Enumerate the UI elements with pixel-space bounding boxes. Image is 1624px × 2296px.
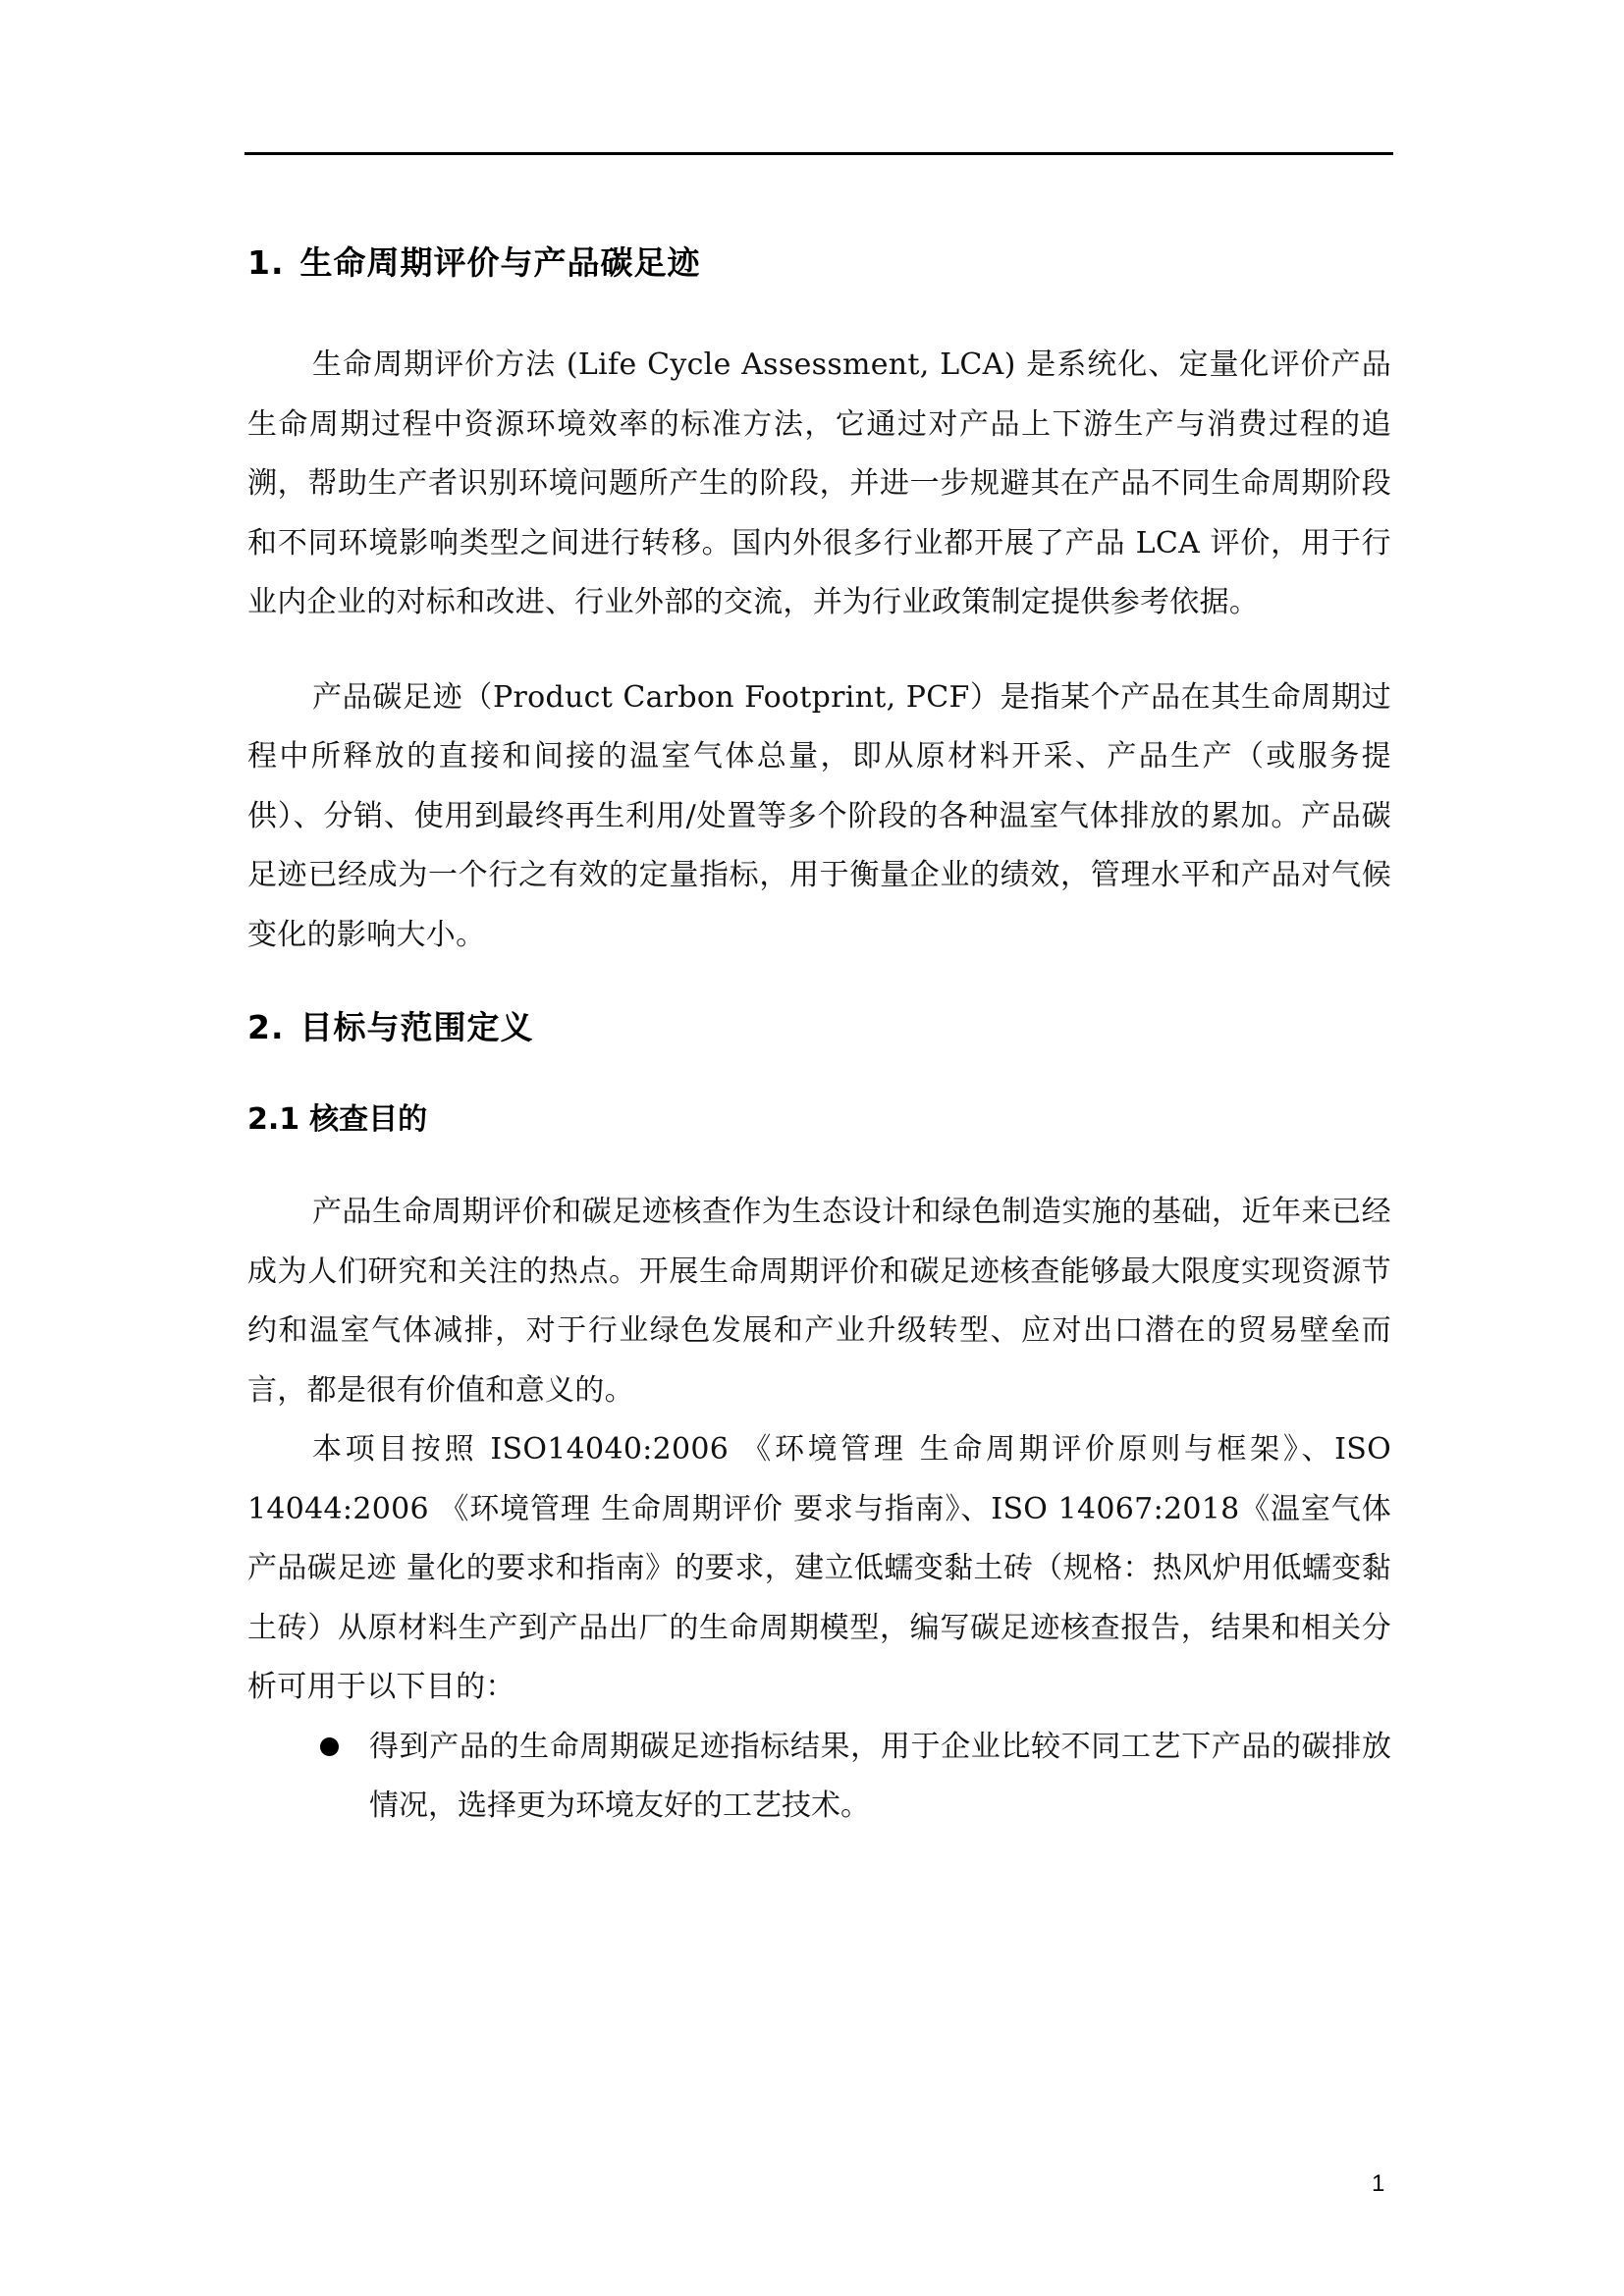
section-2-heading xyxy=(247,998,1391,1057)
document-body xyxy=(247,234,1391,1837)
section-2-1-paragraph-standards: 本项目按照 ISO14040:2006 《环境管理 生命周期评价原则与框架》、ISO 14044:2006 《环境管理 生命周期评价 要求与指南》、ISO 14067:2018《温室气体 产品碳足迹 量化的要求和指南》的要求，建立低蠕变黏土砖（规格：热风炉用低蠕变黏土砖）从原材料生产到产品出厂的生命周期模型，编写碳足迹核查报告，结果和相关分析可用于以下目的： xyxy=(247,1432,1391,1704)
section-2-1-number: 2.1 xyxy=(247,1102,300,1137)
list-item-text: 得到产品的生命周期碳足迹指标结果，用于企业比较不同工艺下产品的碳排放情况，选择更为环境友好的工艺技术。 xyxy=(369,1729,1391,1823)
section-2-1-title: 核查目的 xyxy=(309,1102,428,1137)
section-2-1-paragraph-intro: 产品生命周期评价和碳足迹核查作为生态设计和绿色制造实施的基础，近年来已经成为人们研究和关注的热点。开展生命周期评价和碳足迹核查能够最大限度实现资源节约和温室气体减排，对于行业绿色发展和产业升级转型、应对出口潜在的贸易壁垒而言，都是很有价值和意义的。 xyxy=(247,1195,1391,1408)
section-2-title: 目标与范围定义 xyxy=(299,1008,534,1046)
section-2-1-heading xyxy=(247,1091,1391,1149)
section-1-paragraph-lca: 生命周期评价方法 (Life Cycle Assessment, LCA) 是系统化、定量化评价产品生命周期过程中资源环境效率的标准方法，它通过对产品上下游生产与消费过程的追溯，帮助生产者识别环境问题所产生的阶段，并进一步规避其在产品不同生命周期阶段和不同环境影响类型之间进行转移。国内外很多行业都开展了产品 LCA 评价，用于行业内企业的对标和改进、行业外部的交流，并为行业政策制定提供参考依据。 xyxy=(247,347,1391,619)
list-item xyxy=(247,1718,1391,1837)
page-number: 1 xyxy=(1372,2170,1385,2197)
section-2-number: 2. xyxy=(247,1008,285,1046)
bullet-dot-icon xyxy=(320,1737,339,1756)
header-rule xyxy=(244,152,1393,155)
section-1-title: 生命周期评价与产品碳足迹 xyxy=(299,243,701,282)
section-1-heading xyxy=(247,234,1391,293)
section-1-number: 1. xyxy=(247,243,285,282)
section-1-paragraph-pcf: 产品碳足迹（Product Carbon Footprint, PCF）是指某个产品在其生命周期过程中所释放的直接和间接的温室气体总量，即从原材料开采、产品生产（或服务提供）、分销、使用到最终再生利用/处置等多个阶段的各种温室气体排放的累加。产品碳足迹已经成为一个行之有效的定量指标，用于衡量企业的绩效，管理水平和产品对气候变化的影响大小。 xyxy=(247,679,1391,952)
